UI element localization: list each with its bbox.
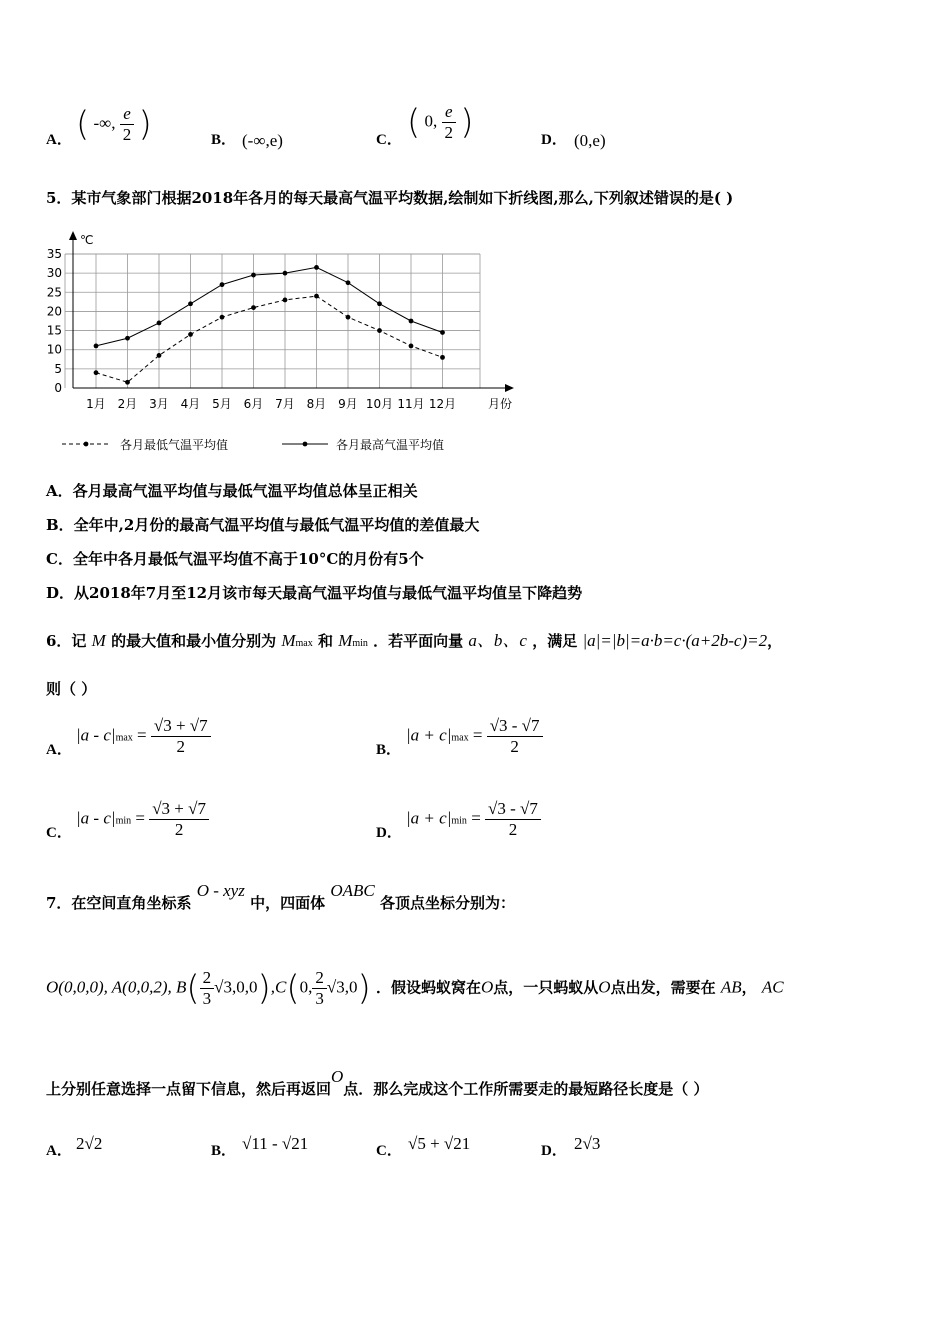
q6-option-b-label: B． [376, 742, 402, 758]
series-point [283, 298, 288, 303]
x-axis-label: 月份 [488, 397, 513, 411]
q6-b-lhs: |a + c| [406, 725, 452, 745]
x-tick-label: 12月 [428, 397, 457, 411]
x-tick-label: 6月 [243, 397, 264, 411]
q7-option-a-math: 2√2 [76, 1134, 103, 1153]
left-paren: ( [186, 968, 200, 1009]
q6-Mmin: M [338, 631, 353, 650]
series-point [409, 343, 414, 348]
q7-stem-part: 上分别任意选择一点留下信息，然后再返回 [46, 1080, 332, 1098]
q4-option-a-math [76, 104, 152, 145]
q6-option-d-math [406, 799, 541, 840]
series-point [220, 282, 225, 287]
x-tick-label: 10月 [365, 397, 394, 411]
q7-segment-ab: AB [720, 977, 742, 997]
q5-option-d: D．从2018年7月至12月该市每天最高气温平均值与最低气温平均值呈下降趋势 [46, 584, 583, 602]
series-point [440, 355, 445, 360]
series-point [251, 305, 256, 310]
q7-coordinates-line [46, 968, 784, 1009]
q4-option-d-math: (0,e) [574, 131, 606, 150]
q7-point-o: O [331, 1067, 344, 1086]
x-tick-label: 9月 [338, 397, 358, 411]
q6-min-sub: min [352, 638, 368, 649]
y-axis-unit: ℃ [80, 233, 94, 247]
q7-coords-c: ,C [270, 977, 287, 997]
left-paren: ( [286, 968, 300, 1009]
q7-option-b-label: B． [211, 1143, 237, 1159]
q6-ask: 则（ ） [46, 680, 97, 698]
q4-option-b-math: (-∞,e) [242, 131, 283, 150]
q7-point-o: O [598, 977, 611, 997]
x-axis-arrow [505, 384, 514, 392]
q7-segment-ac: AC [761, 977, 784, 997]
series-point [314, 294, 319, 299]
q7-option-a-label: A． [46, 1143, 72, 1159]
series-point [188, 301, 193, 306]
q7-option-c-label: C． [376, 1143, 402, 1159]
q7-option-d-math: 2√3 [574, 1134, 601, 1153]
y-tick-label: 10 [46, 342, 62, 357]
y-axis-arrow [69, 231, 77, 240]
series-point [283, 271, 288, 276]
equals: = [137, 725, 147, 745]
legend-marker [84, 442, 89, 447]
temperature-line-chart [40, 228, 540, 468]
q7-c-fraction: $\frac{2}{3}$ [312, 968, 327, 1009]
series-point [409, 319, 414, 324]
equals: = [135, 808, 145, 828]
q7-stem-part: 点．那么完成这个工作所需要走的最短路径长度是（ ） [343, 1080, 709, 1098]
q4-option-d-label: D． [541, 132, 567, 148]
q6-a-lhs: |a - c| [76, 725, 116, 745]
q6-option-c-math [76, 799, 209, 840]
x-tick-labels [86, 397, 456, 411]
y-tick-label: 0 [54, 381, 62, 395]
series-point [377, 328, 382, 333]
q6-c-sub: min [115, 815, 132, 827]
y-tick-label: 20 [46, 304, 62, 319]
q7-stem [46, 881, 515, 913]
q6-stem-part: ，满足 [532, 632, 578, 650]
q6-stem-part: ．若平面向量 [373, 632, 464, 650]
q4-option-c-label: C． [376, 132, 402, 148]
y-tick-label: 35 [46, 247, 62, 261]
q7-c-rest: √3,0 [326, 977, 358, 997]
q7-coords-o-a-b: O(0,0,0), A(0,0,2), B [46, 977, 187, 997]
series-point [314, 265, 319, 270]
q4-option-b-label: B． [211, 132, 237, 148]
q6-comma: ， [767, 632, 783, 650]
y-tick-label: 30 [46, 266, 62, 281]
left-paren: ( [76, 104, 90, 145]
q6-M: M [91, 631, 106, 650]
series-point [157, 353, 162, 358]
q4-a-fraction: $\frac{e}{2}$ [120, 104, 135, 145]
q6-max-sub: max [295, 638, 313, 649]
q7-coordinate-system: O - xyz [196, 881, 245, 900]
series-point [440, 330, 445, 335]
chart-legend [62, 437, 444, 452]
q6-b-sub: max [451, 732, 469, 744]
right-paren: ) [257, 968, 271, 1009]
q6-d-sub: min [451, 815, 467, 827]
right-paren: ) [460, 102, 474, 143]
q5-option-a: A．各月最高气温平均值与最低气温平均值总体呈正相关 [46, 482, 418, 500]
series-line-0 [96, 296, 443, 382]
q6-stem-part: 的最大值和最小值分别为 [111, 632, 277, 650]
y-tick-label: 15 [46, 323, 62, 338]
q7-stem-part: 点，一只蚂蚁从 [493, 978, 599, 997]
q6-d-lhs: |a + c| [406, 808, 452, 828]
q6-vectors: a、b、c [468, 631, 527, 650]
series-point [346, 280, 351, 285]
q5-option-c: C．全年中各月最低气温平均值不高于10°C的月份有5个 [46, 550, 424, 568]
right-paren: ) [357, 968, 371, 1009]
chart-series [94, 265, 445, 385]
q7-option-c-math: √5 + √21 [408, 1134, 471, 1153]
q6-option-a-math [76, 716, 211, 757]
q7-tetrahedron: OABC [330, 881, 375, 900]
series-point [377, 301, 382, 306]
series-line-1 [96, 267, 443, 345]
q6-d-fraction: $\frac{√3 - √7}{2}$ [485, 799, 541, 840]
q6-a-fraction: $\frac{√3 + √7}{2}$ [151, 716, 211, 757]
q7-line3 [46, 1067, 709, 1099]
q6-stem [46, 626, 782, 651]
series-point [94, 370, 99, 375]
series-point [125, 380, 130, 385]
x-tick-label: 8月 [306, 397, 327, 411]
x-tick-label: 2月 [117, 397, 138, 411]
q6-option-c-label: C． [46, 825, 72, 841]
q7-stem-part: ．假设蚂蚁窝在 [375, 978, 481, 997]
series-point [188, 332, 193, 337]
q7-stem-part: 7．在空间直角坐标系 [46, 894, 192, 912]
q5-stem: 5．某市气象部门根据2018年各月的每天最高气温平均数据,绘制如下折线图,那么,下列叙述错误的是( ) [46, 189, 734, 207]
q6-option-d-label: D． [376, 825, 402, 841]
y-tick-label: 5 [54, 361, 62, 376]
right-paren: ) [138, 104, 152, 145]
legend-marker [303, 442, 308, 447]
q7-stem-part: 中，四面体 [250, 894, 326, 912]
q7-point-o: O [480, 977, 494, 997]
q6-stem-part: 6．记 [46, 632, 87, 650]
q7-option-b-math: √11 - √21 [242, 1134, 309, 1153]
q6-c-lhs: |a - c| [76, 808, 116, 828]
q6-b-fraction: $\frac{√3 - √7}{2}$ [487, 716, 543, 757]
q4-c-text: 0, [424, 111, 438, 131]
q6-Mmax: M [281, 631, 296, 650]
q7-stem-part: 点出发，需要在 [610, 978, 716, 997]
q4-c-fraction: $\frac{e}{2}$ [442, 102, 457, 143]
q6-condition: |a|=|b|=a·b=c·(a+2b-c)=2 [582, 631, 768, 650]
series-point [94, 343, 99, 348]
q6-a-sub: max [115, 732, 133, 744]
equals: = [472, 725, 483, 745]
q6-option-b-math [406, 716, 543, 757]
left-paren: ( [407, 102, 421, 143]
series-point [157, 321, 162, 326]
series-point [251, 273, 256, 278]
x-tick-label: 4月 [180, 397, 201, 411]
y-tick-label: 25 [46, 285, 62, 300]
legend-label-low: 各月最低气温平均值 [120, 438, 229, 452]
x-tick-label: 1月 [86, 397, 106, 411]
q4-a-text: -∞, [93, 113, 116, 133]
x-tick-label: 3月 [149, 397, 169, 411]
q6-c-fraction: $\frac{√3 + √7}{2}$ [149, 799, 209, 840]
series-point [346, 315, 351, 320]
q4-option-a-label: A． [46, 132, 72, 148]
series-point [125, 336, 130, 341]
x-tick-label: 5月 [212, 397, 232, 411]
q7-comma: ， [741, 978, 757, 997]
x-tick-label: 11月 [397, 397, 425, 411]
q7-stem-part: 各顶点坐标分别为： [379, 894, 515, 912]
legend-label-high: 各月最高气温平均值 [336, 438, 445, 452]
q7-b-fraction: $\frac{2}{3}$ [200, 968, 215, 1009]
q4-option-c-math [407, 102, 474, 143]
equals: = [471, 808, 481, 828]
q6-stem-part: 和 [317, 632, 333, 650]
q6-option-a-label: A． [46, 742, 72, 758]
series-point [220, 315, 225, 320]
q5-option-b: B．全年中,2月份的最高气温平均值与最低气温平均值的差值最大 [46, 516, 480, 534]
chart-axes [69, 231, 514, 411]
q7-option-d-label: D． [541, 1143, 567, 1159]
q7-b-rest: √3,0,0 [214, 977, 258, 997]
x-tick-label: 7月 [275, 397, 295, 411]
y-tick-labels [47, 247, 62, 395]
q7-c-pre: 0, [299, 977, 313, 997]
